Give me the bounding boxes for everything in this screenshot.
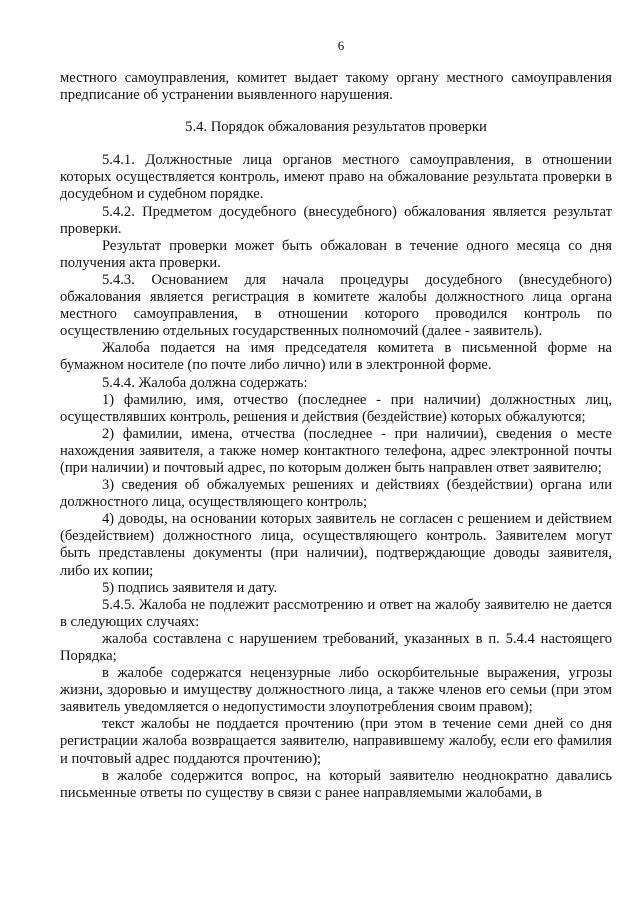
list-item: 4) доводы, на основании которых заявитель не согласен с решением и действием (бездействием) должностного лица, осуществляющего контроль. Заявителем могут быть представлены документы (при наличии), подтверждающие доводы заявителя, либо их копии; (60, 511, 612, 579)
list-item: жалоба составлена с нарушением требований, указанных в п. 5.4.4 настоящего Порядка; (60, 630, 612, 664)
paragraph: 5.4.4. Жалоба должна содержать: (102, 374, 308, 391)
page-number: 6 (337, 38, 345, 53)
paragraph: Результат проверки может быть обжалован в течение одного месяца со дня получения акта проверки. (60, 237, 612, 271)
paragraph: 5.4.5. Жалоба не подлежит рассмотрению и ответ на жалобу заявителю не дается в следующих случаях: (60, 596, 612, 630)
list-item: 5) подпись заявителя и дату. (102, 579, 278, 596)
paragraph-continuation: местного самоуправления, комитет выдает такому органу местного самоуправления предписание об устранении выявленного нарушения. (60, 70, 612, 104)
list-item: 2) фамилии, имена, отчества (последнее - при наличии), сведения о месте нахождения заявителя, а также номер контактного телефона, адрес электронной почты (при наличии) и почтовый адрес, по которым должен быть направлен ответ заявителю; (60, 425, 612, 476)
section-heading: 5.4. Порядок обжалования результатов проверки (185, 119, 487, 136)
list-item: текст жалобы не поддается прочтению (при этом в течение семи дней со дня регистрации жалоба возвращается заявителю, направившему жалобу, если его фамилия и почтовый адрес поддаются прочтению); (60, 716, 612, 767)
list-item: в жалобе содержится вопрос, на который заявителю неоднократно давались письменные ответы по существу в связи с ранее направляемыми жалобами, в (60, 767, 612, 801)
list-item: 1) фамилию, имя, отчество (последнее - при наличии) должностных лиц, осуществлявших контроль, решения и действия (бездействие) которых обжалуются; (60, 391, 612, 425)
paragraph: 5.4.2. Предметом досудебного (внесудебного) обжалования является результат проверки. (60, 203, 612, 237)
paragraph: Жалоба подается на имя председателя комитета в письменной форме на бумажном носителе (по почте либо лично) или в электронной форме. (60, 340, 612, 374)
list-item: в жалобе содержатся нецензурные либо оскорбительные выражения, угрозы жизни, здоровью и имуществу должностного лица, а также членов его семьи (при этом заявитель уведомляется о недопустимости злоупотребления своим правом); (60, 665, 612, 716)
list-item: 3) сведения об обжалуемых решениях и действиях (бездействии) органа или должностного лица, осуществляющего контроль; (60, 477, 612, 511)
paragraph: 5.4.1. Должностные лица органов местного самоуправления, в отношении которых осуществляется контроль, имеют право на обжалование результата проверки в досудебном и судебном порядке. (60, 152, 612, 203)
paragraph: 5.4.3. Основанием для начала процедуры досудебного (внесудебного) обжалования является регистрация в комитете жалобы должностного лица органа местного самоуправления, в отношении которого проводился контроль по осуществлению отдельных государственных полномочий (далее - заявитель). (60, 271, 612, 340)
